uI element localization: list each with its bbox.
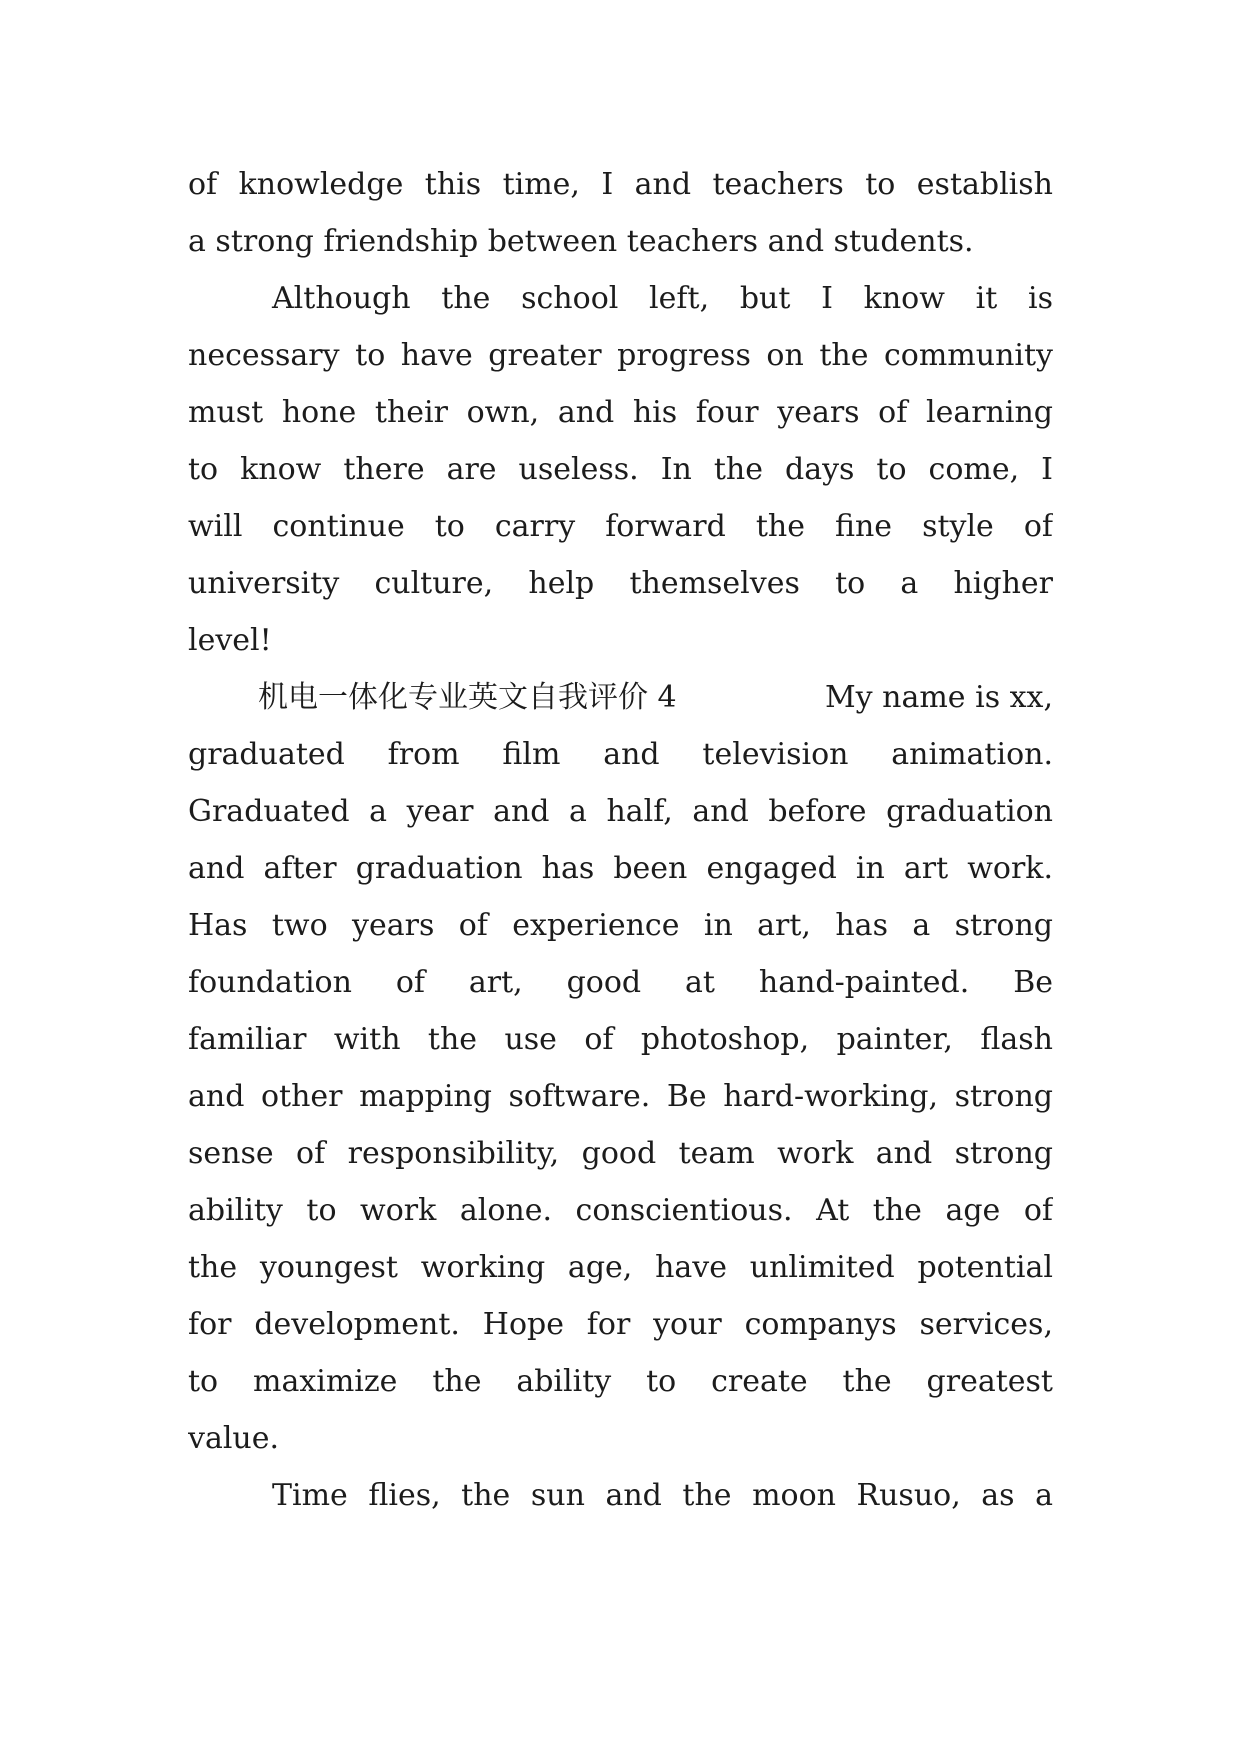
text-line-section-heading: [188, 669, 1053, 726]
text-line: and other mapping software. Be hard-working, strong: [188, 1079, 1053, 1114]
text-line: level!: [188, 623, 272, 658]
section-heading-en: My name is xx,: [824, 680, 1053, 715]
text-line: sense of responsibility, good team work and strong: [188, 1136, 1053, 1171]
text-line: will continue to carry forward the fine style of: [188, 509, 1053, 544]
text-line: Although the school left, but I know it is: [272, 281, 1053, 316]
text-line: ability to work alone. conscientious. At the age of: [188, 1193, 1053, 1228]
text-line: foundation of art, good at hand-painted. Be: [188, 965, 1053, 1000]
text-line: familiar with the use of photoshop, painter, flash: [188, 1022, 1053, 1057]
text-line: to maximize the ability to create the greatest: [188, 1364, 1053, 1399]
text-line: Graduated a year and a half, and before graduation: [188, 794, 1053, 829]
section-heading-cn: 机电一体化专业英文自我评价 4: [258, 680, 677, 715]
text-line: value.: [188, 1421, 280, 1456]
text-line: the youngest working age, have unlimited potential: [188, 1250, 1053, 1285]
text-line: of knowledge this time, I and teachers to establish: [188, 167, 1053, 202]
text-line: a strong friendship between teachers and students.: [188, 224, 974, 259]
text-line: Has two years of experience in art, has a strong: [188, 908, 1053, 943]
text-line: university culture, help themselves to a higher: [188, 566, 1053, 601]
text-line: Time flies, the sun and the moon Rusuo, as a: [272, 1478, 1053, 1513]
text-line: and after graduation has been engaged in art work.: [188, 851, 1053, 886]
text-line: for development. Hope for your companys services,: [188, 1307, 1053, 1342]
text-line: to know there are useless. In the days to come, I: [188, 452, 1053, 487]
text-line: necessary to have greater progress on the community: [188, 338, 1053, 373]
text-line: must hone their own, and his four years of learning: [188, 395, 1053, 430]
text-line: graduated from film and television animation.: [188, 737, 1053, 772]
